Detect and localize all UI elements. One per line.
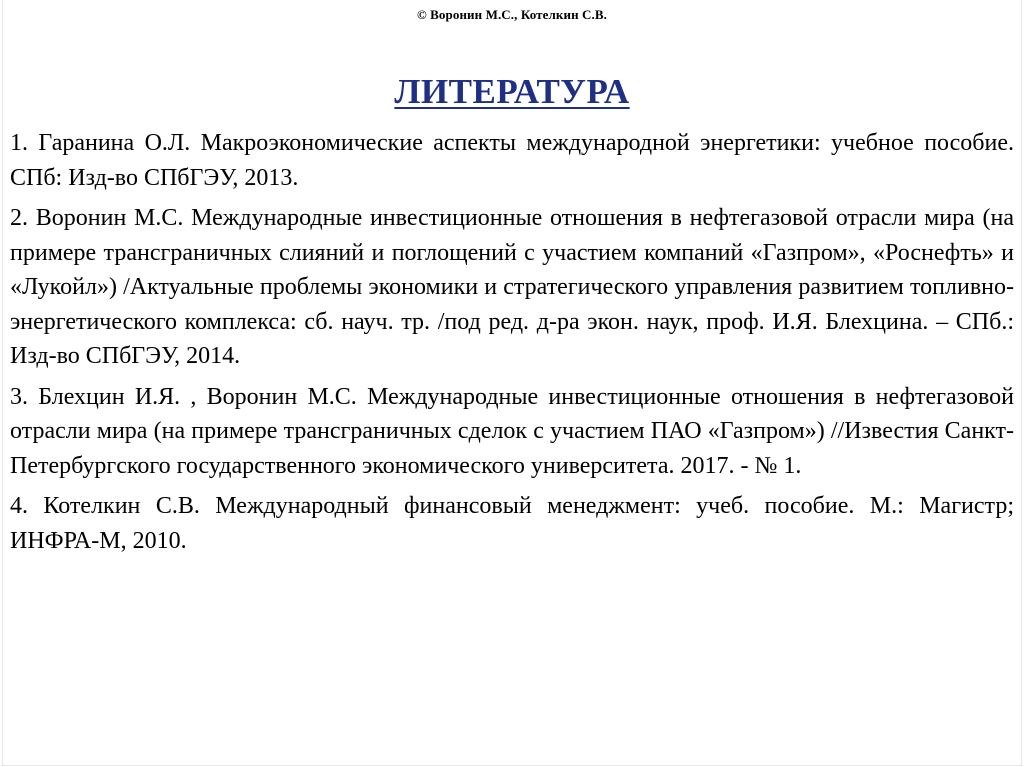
reference-item-2: 2. Воронин М.С. Международные инвестиционные отношения в нефтегазовой отрасли мира (на примере трансграничных слияний и поглощений с участием компаний «Газпром», «Роснефть» и «Лукойл») /Актуальные проблемы экономики и стратегического управления развитием топливно-энергетического комплекса: сб. науч. тр. /под ред. д-ра экон. наук, проф. И.Я. Блехцина. – СПб.: Изд-во СПбГЭУ, 2014. — [10, 205, 1014, 369]
reference-item-1: 1. Гаранина О.Л. Макроэкономические аспекты международной энергетики: учебное пособие. СПб: Изд-во СПбГЭУ, 2013. — [10, 130, 1014, 191]
copyright-notice: © Воронин М.С., Котелкин С.В. — [417, 7, 607, 22]
reference-item-4: 4. Котелкин С.В. Международный финансовый менеджмент: учеб. пособие. М.: Магистр; ИНФРА-М, 2010. — [10, 493, 1014, 554]
reference-item-3: 3. Блехцин И.Я. , Воронин М.С. Международные инвестиционные отношения в нефтегазовой отрасли мира (на примере трансграничных сделок с участием ПАО «Газпром») //Известия Санкт-Петербургского государственного экономического университета. 2017. - № 1. — [10, 383, 1014, 479]
page-title: ЛИТЕРАТУРА — [394, 72, 630, 111]
reference-list — [10, 126, 1014, 564]
